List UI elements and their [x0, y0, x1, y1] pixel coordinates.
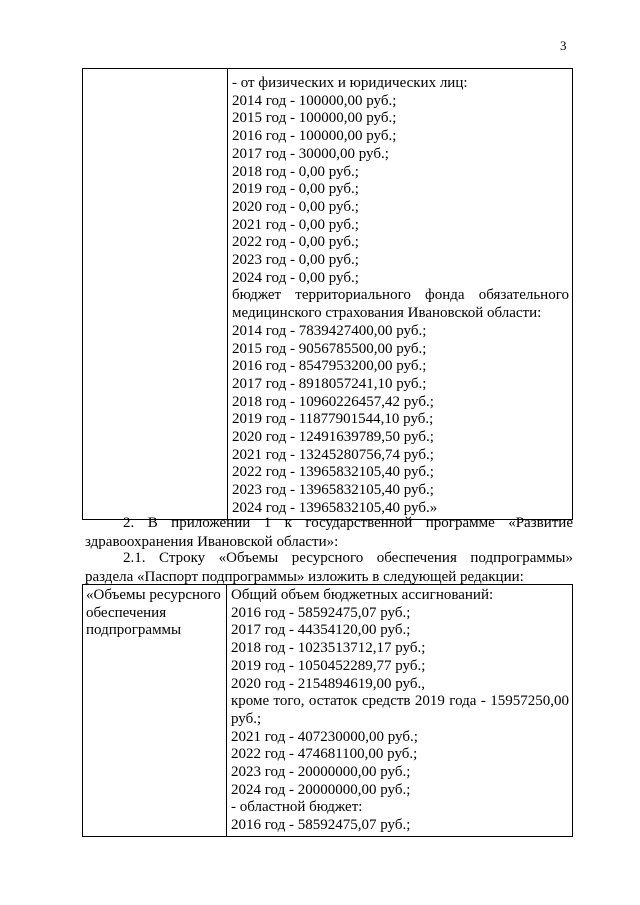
paragraph-appendix: 2. В приложении 1 к государственной программе «Развитие здравоохранения Ивановской области»: [85, 515, 573, 550]
text-line: 2023 год - 20000000,00 руб.; [231, 764, 411, 781]
text-line: 2020 год - 2154894619,00 руб., [231, 675, 425, 692]
text-line: 2020 год - 12491639789,50 руб.; [232, 429, 434, 446]
text-line: 2019 год - 0,00 руб.; [232, 181, 359, 198]
text-line: 2017 год - 44354120,00 руб.; [231, 622, 411, 639]
remainder-note: кроме того, остаток средств 2019 года - 15957250,00 руб.; [231, 693, 569, 727]
text-line: 2017 год - 8918057241,10 руб.; [232, 375, 427, 392]
table-right-cell [228, 69, 573, 520]
row-label-line: подпрограммы [86, 622, 182, 639]
text-line: 2014 год - 7839427400,00 руб.; [232, 322, 427, 339]
text-line: 2016 год - 100000,00 руб.; [232, 128, 397, 145]
page-number: 3 [560, 38, 567, 53]
text-line: 2015 год - 9056785500,00 руб.; [232, 340, 427, 357]
text-line: 2019 год - 1050452289,77 руб.; [231, 657, 426, 674]
text-line: 2023 год - 13965832105,40 руб.; [232, 482, 434, 499]
row-label-line: обеспечения [86, 604, 167, 621]
table-right-cell [227, 585, 573, 837]
text-line: - от физических и юридических лиц: [232, 75, 468, 91]
text-line: - областной бюджет: [231, 799, 363, 816]
text-line: 2016 год - 58592475,07 руб.; [231, 817, 411, 834]
text-line: 2017 год - 30000,00 руб.; [232, 145, 389, 162]
text-line: 2022 год - 474681100,00 руб.; [231, 746, 418, 763]
resource-table [82, 584, 573, 837]
fund-heading: бюджет территориального фонда обязательного медицинского страхования Ивановской области: [232, 287, 569, 322]
text-line: 2023 год - 0,00 руб.; [232, 252, 359, 269]
text-line: 2024 год - 20000000,00 руб.; [231, 781, 411, 798]
table-left-cell [83, 585, 227, 837]
text-line: 2024 год - 0,00 руб.; [232, 269, 359, 286]
text-line: 2014 год - 100000,00 руб.; [232, 92, 397, 109]
text-line: 2015 год - 100000,00 руб.; [232, 110, 397, 127]
table-left-cell [83, 69, 228, 520]
text-line: 2018 год - 0,00 руб.; [232, 163, 359, 180]
text-line: 2016 год - 8547953200,00 руб.; [232, 358, 427, 375]
text-line: Общий объем бюджетных ассигнований: [231, 587, 494, 603]
paragraph-instruction: 2.1. Строку «Объемы ресурсного обеспечения подпрограммы» раздела «Паспорт подпрограммы» изложить в следующей редакции: [85, 550, 573, 585]
text-line: 2021 год - 0,00 руб.; [232, 216, 359, 233]
text-line: 2024 год - 13965832105,40 руб.» [232, 499, 438, 516]
text-line: 2016 год - 58592475,07 руб.; [231, 604, 411, 621]
text-line: 2022 год - 0,00 руб.; [232, 234, 359, 251]
text-line: 2021 год - 407230000,00 руб.; [231, 728, 418, 745]
text-line: 2019 год - 11877901544,10 руб.; [232, 411, 434, 428]
text-line: 2021 год - 13245280756,74 руб.; [232, 446, 434, 463]
text-line: 2018 год - 1023513712,17 руб.; [231, 640, 426, 657]
funding-table-continued [82, 68, 573, 520]
text-line: 2022 год - 13965832105,40 руб.; [232, 464, 434, 481]
text-line: 2018 год - 10960226457,42 руб.; [232, 393, 434, 410]
row-label-line: «Объемы ресурсного [86, 587, 221, 603]
text-line: 2020 год - 0,00 руб.; [232, 198, 359, 215]
